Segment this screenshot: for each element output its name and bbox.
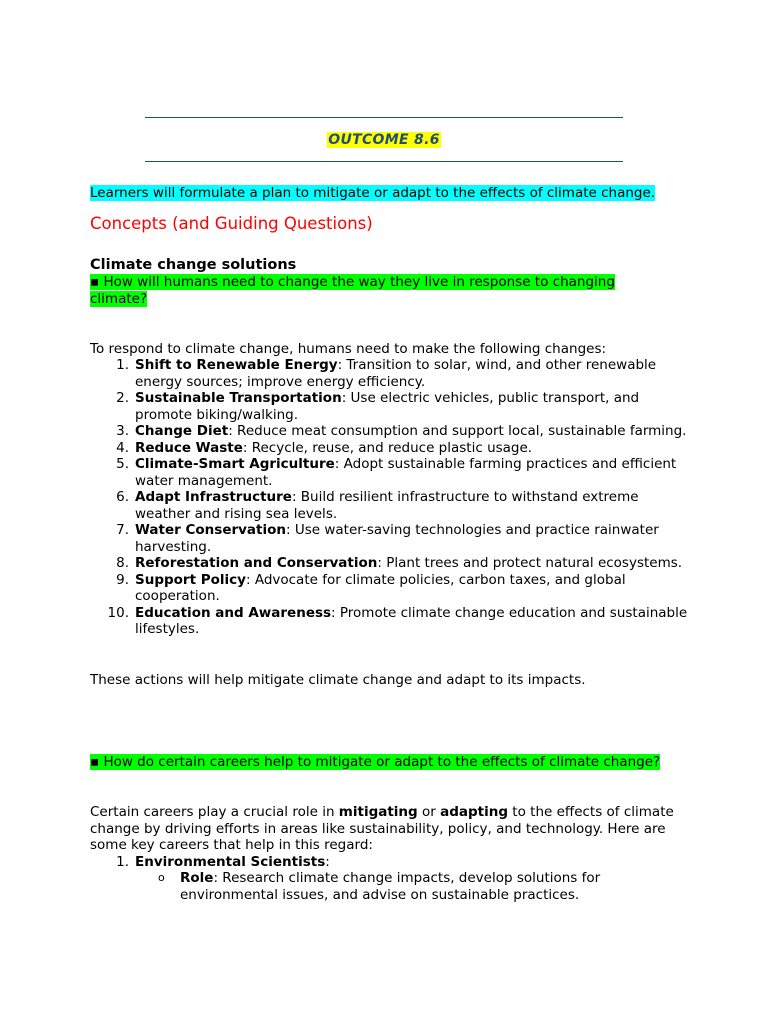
careers-section [90,804,690,903]
list-item [90,605,690,638]
role-text: : Research climate change impacts, develop solutions for environmental issues, and advise on sustainable practices. [180,870,601,903]
list-item [90,440,690,457]
item-title: Reforestation and Conservation [135,555,378,571]
item-title: Adapt Infrastructure [135,489,292,505]
list-item [90,357,690,390]
list-number: 10. [107,604,129,621]
careers-intro-bold: mitigating [338,804,418,820]
list-number: 9. [116,571,129,588]
changes-list [90,357,690,638]
list-item [90,555,690,572]
list-number: 2. [116,390,129,406]
careers-intro-text: Certain careers play a crucial role in [90,804,339,820]
list-number: 4. [116,439,129,456]
list-item [90,390,690,423]
careers-intro-text: to the effects of climate change by driving efforts in areas like sustainability, policy, and technology. Here are some key careers that help in this regard: [90,804,674,853]
career-item [90,854,690,871]
concepts-heading: Concepts (and Guiding Questions) [90,214,373,233]
question-1-text: ▪ How will humans need to change the way they live in response to changing climate? [90,274,615,307]
item-title: Support Policy [135,571,246,588]
item-title: Education and Awareness [135,604,332,621]
item-text: : Adopt sustainable farming practices and efficient water management. [135,456,677,489]
sub-bullet: o [158,871,165,884]
careers-intro [90,804,690,854]
item-text: : Transition to solar, wind, and other renewable energy sources; improve energy efficiency. [135,357,657,390]
item-title: Water Conservation [135,522,287,538]
outcome-header [0,129,768,148]
list-item [90,572,690,605]
careers-intro-bold: adapting [440,804,509,820]
list-number: 7. [116,522,129,538]
item-title: Reduce Waste [135,439,243,456]
item-title: Change Diet [135,423,229,439]
section-title: Climate change solutions [90,257,297,273]
guiding-question-1 [90,274,650,308]
outcome-label: OUTCOME 8.6 [328,132,440,148]
item-text: : Build resilient infrastructure to withstand extreme weather and rising sea levels. [135,489,639,522]
list-number: 5. [116,456,129,472]
list-number: 1. [116,357,129,373]
item-text: : Plant trees and protect natural ecosystems. [377,555,683,571]
list-item [90,456,690,489]
list-number: 8. [116,555,129,571]
item-title: Sustainable Transportation [135,390,342,406]
guiding-question-2 [90,754,690,771]
career-colon: : [325,853,330,870]
career-role [90,870,690,903]
bottom-divider [145,161,623,162]
item-text: : Advocate for climate policies, carbon taxes, and global cooperation. [135,571,626,604]
learning-outcome-statement [90,185,655,201]
item-text: : Use water-saving technologies and practice rainwater harvesting. [135,522,659,555]
changes-intro: To respond to climate change, humans need to make the following changes: [90,341,607,357]
item-text: : Reduce meat consumption and support local, sustainable farming. [228,423,687,439]
career-title: Environmental Scientists [135,853,326,870]
item-title: Shift to Renewable Energy [135,357,338,373]
list-item [90,489,690,522]
item-text: : Use electric vehicles, public transport, and promote biking/walking. [135,390,640,423]
item-title: Climate-Smart Agriculture [135,456,335,472]
list-number: 3. [116,423,129,439]
item-text: : Recycle, reuse, and reduce plastic usage. [242,439,533,456]
item-text: : Promote climate change education and sustainable lifestyles. [135,604,688,637]
learners-text: Learners will formulate a plan to mitigate or adapt to the effects of climate change. [90,185,656,201]
list-item [90,423,690,440]
list-item [90,522,690,555]
list-number: 1. [116,853,129,870]
careers-intro-text: or [417,804,441,820]
top-divider [145,117,623,118]
list-number: 6. [116,489,129,505]
question-2-text: ▪ How do certain careers help to mitigate or adapt to the effects of climate change? [90,754,661,770]
role-label: Role [180,870,214,886]
changes-summary: These actions will help mitigate climate change and adapt to its impacts. [90,672,586,688]
